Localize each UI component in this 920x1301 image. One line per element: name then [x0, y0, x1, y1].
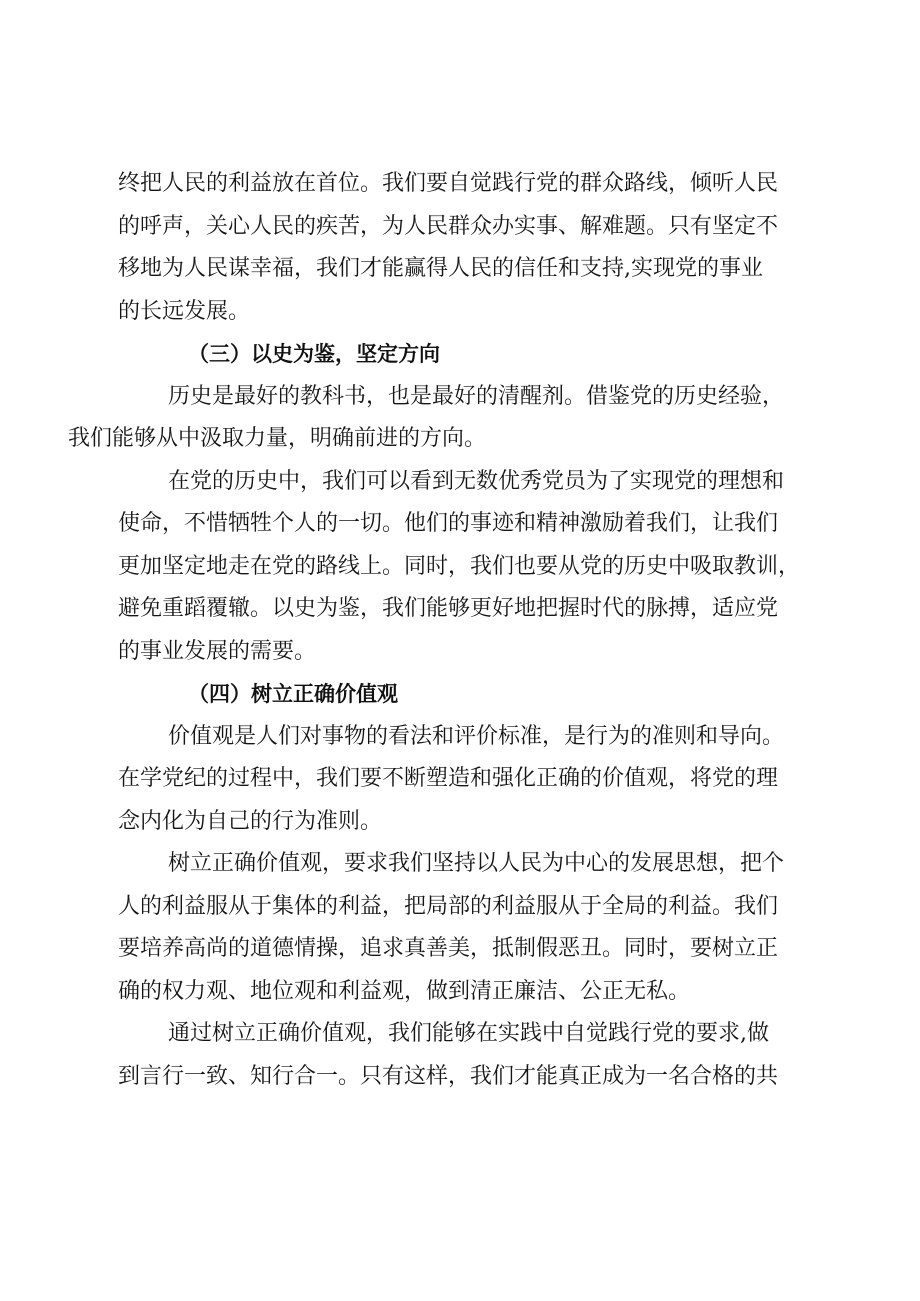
text-line: 的呼声，关心人民的疾苦，为人民群众办实事、解难题。只有坚定不 [118, 213, 779, 239]
section-heading: （四）树立正确价值观 [188, 682, 398, 706]
text-line: 价值观是人们对事物的看法和评价标准，是行为的准则和导向。 [168, 723, 785, 749]
text-line: 在党的历史中，我们可以看到无数优秀党员为了实现党的理想和 [168, 468, 785, 494]
paragraph [118, 716, 818, 844]
text-line: 的事业发展的需要。 [118, 638, 317, 664]
text-line: 避免重蹈覆辙。以史为鉴，我们能够更好地把握时代的脉搏，适应党 [118, 596, 779, 621]
paragraph [118, 1013, 818, 1098]
paragraph [68, 376, 818, 461]
text-line: 念内化为自己的行为准则。 [118, 808, 383, 834]
text-line: 移地为人民谋幸福，我们才能赢得人民的信任和支持,实现党的事业 [118, 256, 763, 281]
text-line: 确的权力观、地位观和利益观，做到清正廉洁、公正无私。 [118, 978, 691, 1004]
text-line: 树立正确价值观，要求我们坚持以人民为中心的发展思想，把个 [168, 851, 785, 876]
text-line: 我们能够从中汲取力量，明确前进的方向。 [68, 426, 487, 451]
paragraph [118, 461, 818, 674]
section-heading: （三）以史为鉴，坚定方向 [188, 342, 440, 366]
text-line: 历史是最好的教科书，也是最好的清醒剂。借鉴党的历史经验， [168, 383, 785, 409]
text-line: 更加坚定地走在党的路线上。同时，我们也要从党的历史中吸取教训， [118, 553, 801, 579]
text-line: 到言行一致、知行合一。只有这样，我们才能真正成为一名合格的共 [118, 1063, 779, 1089]
document-body [68, 163, 818, 1098]
text-line: 终把人民的利益放在首位。我们要自觉践行党的群众路线，倾听人民 [118, 171, 779, 196]
text-line: 要培养高尚的道德情操，追求真善美，抵制假恶丑。同时，要树立正 [118, 936, 779, 961]
text-line: 使命，不惜牺牲个人的一切。他们的事迹和精神激励着我们，让我们 [118, 511, 779, 536]
paragraph [118, 843, 818, 1013]
text-line: 通过树立正确价值观，我们能够在实践中自觉践行党的要求,做 [168, 1021, 769, 1046]
paragraph [118, 163, 818, 333]
text-line: 的长远发展。 [118, 298, 251, 324]
text-line: 在学党纪的过程中，我们要不断塑造和强化正确的价值观，将党的理 [118, 766, 779, 791]
text-line: 人的利益服从于集体的利益，把局部的利益服从于全局的利益。我们 [118, 893, 779, 919]
